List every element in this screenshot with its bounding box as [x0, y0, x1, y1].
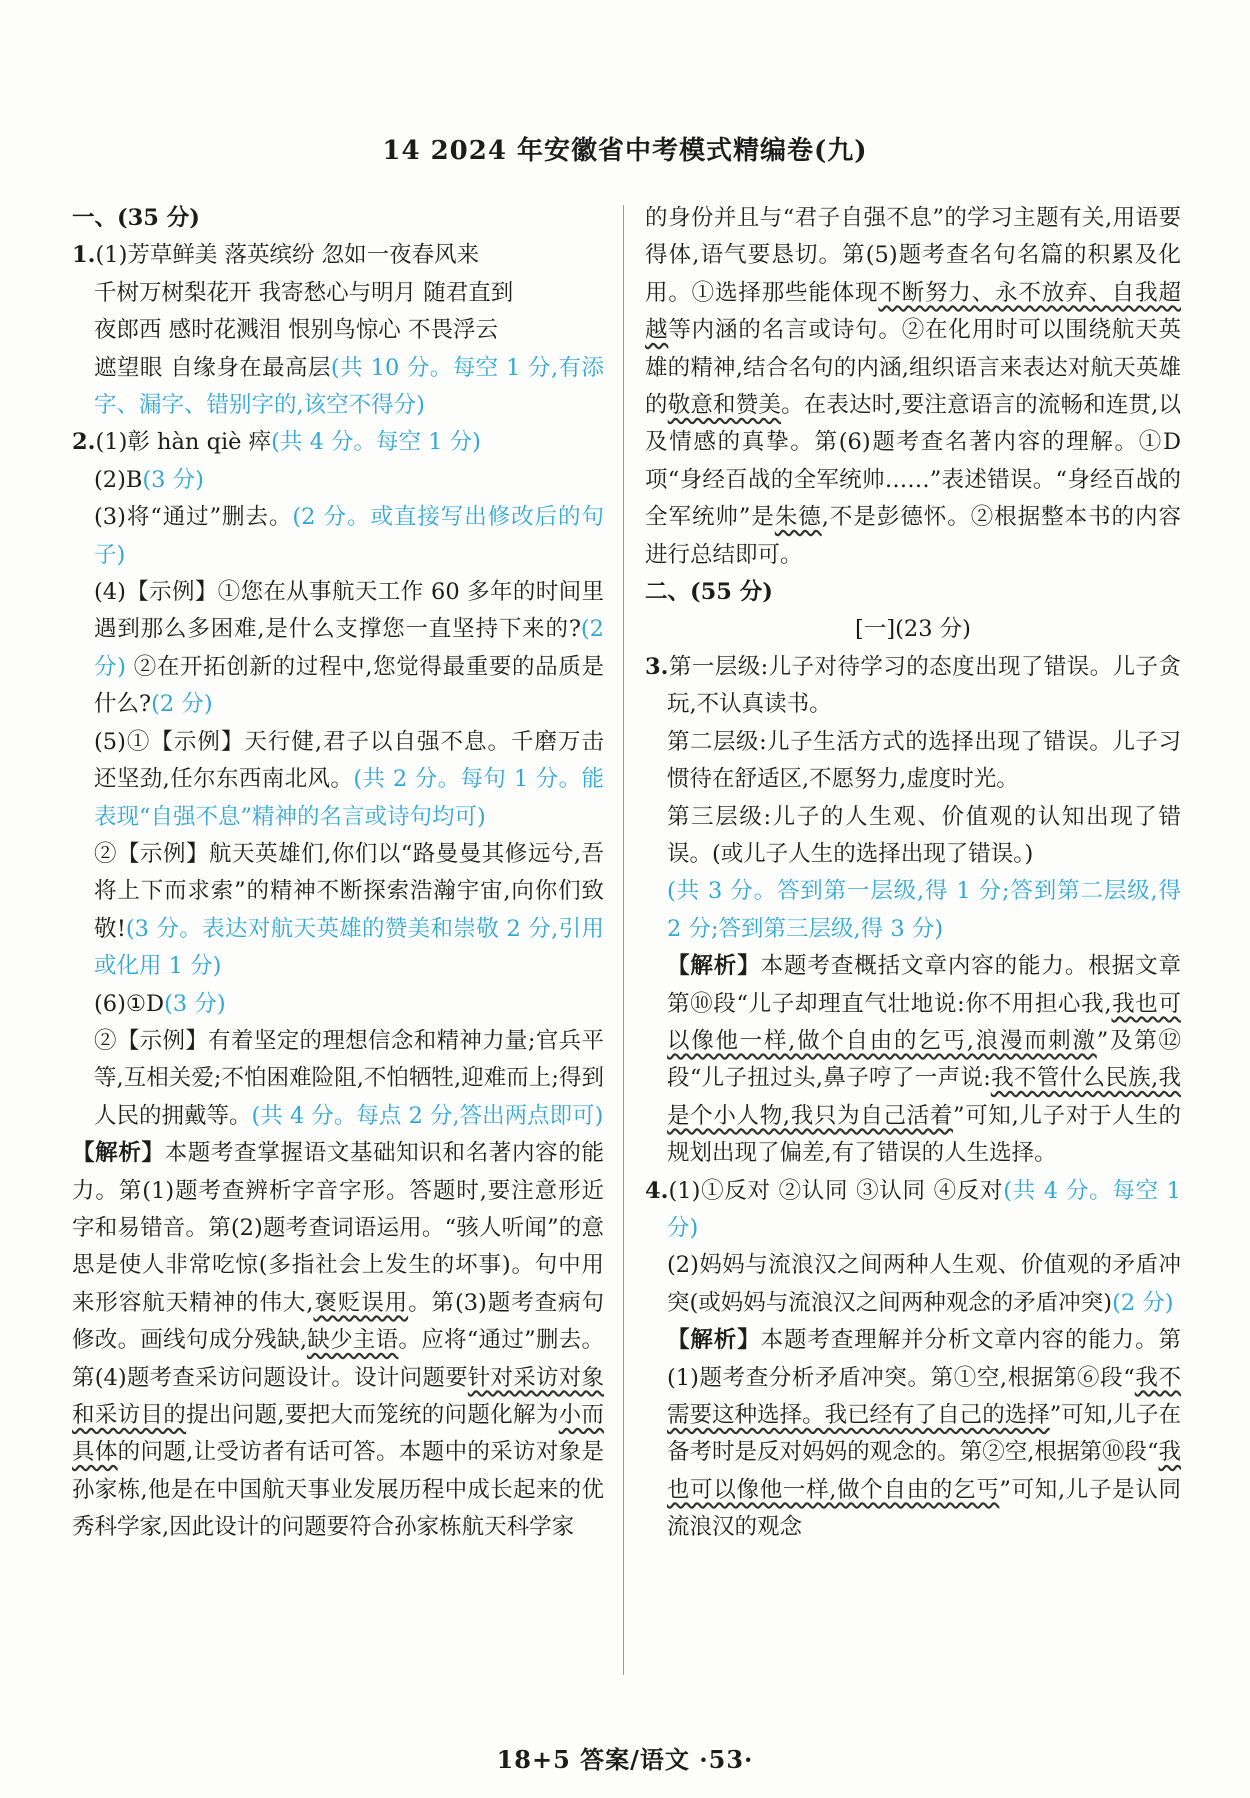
- question-2-part-3: [72, 499, 604, 574]
- analysis-text: 。应将“通过”删去。第(4)题考查采访问题设计。设计问题要: [72, 1327, 604, 1391]
- answer-text: (2)B: [94, 466, 143, 493]
- scoring-note: (共 4 分。每点 2 分,答出两点即可): [251, 1102, 604, 1129]
- question-2-part-6b: [72, 1023, 604, 1135]
- answer-text: 遮望眼 自缘身在最高层: [94, 354, 331, 381]
- analysis-label: 【解析】: [667, 953, 761, 980]
- analysis-text: ”可知,儿子在备考时是反对妈妈的观念的。第②空,根据第⑩段“: [667, 1402, 1181, 1466]
- analysis-text: ”及第⑫段“儿子扭过头,鼻子哼了一声说:: [667, 1027, 1181, 1092]
- section-heading-2: 二、(55 分): [645, 579, 773, 606]
- question-4-part-2: [645, 1247, 1181, 1322]
- underlined-text: 朱德: [774, 504, 822, 531]
- underlined-text: 褒贬误用: [313, 1289, 409, 1316]
- underlined-text: 小而具体: [72, 1402, 604, 1466]
- question-2-part-4: [72, 574, 604, 724]
- answer-line: 第二层级:儿子生活方式的选择出现了错误。儿子习惯待在舒适区,不愿努力,虚度时光。: [667, 728, 1181, 793]
- analysis-text: ”可知,儿子对于人生的规划出现了偏差,有了错误的人生选择。: [667, 1102, 1182, 1167]
- question-3: [645, 649, 1181, 724]
- underlined-text: 针对采访对象和采访目的: [72, 1364, 604, 1428]
- answer-text: (2)妈妈与流浪汉之间两种人生观、价值观的矛盾冲突(或妈妈与流浪汉之间两种观念的矛盾冲突): [667, 1252, 1181, 1316]
- answer-text: (6)①D: [94, 990, 165, 1017]
- answer-text: (1)①反对 ②认同 ③认同 ④反对: [668, 1177, 1004, 1204]
- scoring-note: (共 4 分。每空 1 分): [667, 1177, 1181, 1241]
- scoring-note: (2 分): [151, 691, 213, 718]
- answer-line: 夜郎西 感时花溅泪 恨别鸟惊心 不畏浮云: [94, 317, 498, 344]
- question-2-part-5a: [72, 724, 604, 836]
- scoring-note: (3 分): [142, 466, 204, 493]
- underlined-text: 我不需要这种选择。我已经有了自己的选择: [667, 1364, 1181, 1428]
- answer-text: ②【示例】有着坚定的理想信念和精神力量;官兵平等,互相关爱;不怕困难险阻,不怕牺牲,迎难而上;得到人民的拥戴等。: [94, 1027, 604, 1129]
- scoring-note: (3 分): [164, 990, 226, 1017]
- answer-text: (5)①【示例】天行健,君子以自强不息。千磨万击还坚劲,任尔东西南北风。: [94, 728, 604, 793]
- analysis-paragraph: [645, 948, 1181, 1172]
- answer-text: (4)【示例】①您在从事航天工作 60 多年的时间里遇到那么多困难,是什么支撑您一直坚持下来的?: [94, 579, 604, 643]
- analysis-paragraph: [645, 1322, 1181, 1546]
- analysis-text: 的问题,让受访者有话可答。本题中的采访对象是孙家栋,他是在中国航天事业发展历程中成长起来的优秀科学家,因此设计的问题要符合孙家栋航天科学家: [72, 1439, 604, 1541]
- answer-line: 第三层级:儿子的人生观、价值观的认知出现了错误。(或儿子人生的选择出现了错误。): [667, 803, 1181, 867]
- scoring-note: (共 10 分。每空 1 分,有添字、漏字、错别字的,该空不得分): [94, 354, 604, 419]
- analysis-text: 本题考查掌握语文基础知识和名著内容的能力。第(1)题考查辨析字音字形。答题时,要注意形近字和易错音。第(2)题考查词语运用。“骇人听闻”的意思是使人非常吃惊(多指社会上发生的坏事)。句中用来形容航天精神的伟大,: [72, 1140, 604, 1316]
- analysis-paragraph: [72, 1135, 604, 1546]
- scoring-note: (2 分。或直接写出修改后的句子): [94, 504, 604, 568]
- underlined-text: 我也可以像他一样,做个自由的乞丐: [667, 1439, 1181, 1503]
- analysis-text: ”可知,儿子是认同流浪汉的观念: [667, 1476, 1182, 1541]
- column-divider: [623, 205, 624, 1675]
- answer-text: (1)彰 hàn qiè 瘁: [95, 429, 272, 456]
- page-title: 14 2024 年安徽省中考模式精编卷(九): [382, 136, 868, 166]
- question-number: 2.: [72, 429, 96, 456]
- analysis-text: 本题考查理解并分析文章内容的能力。第(1)题考查分析矛盾冲突。第①空,根据第⑥段“: [667, 1327, 1181, 1391]
- question-2-part-6a: [72, 986, 604, 1023]
- analysis-text: ,不是彭德怀。②根据整本书的内容进行总结即可。: [645, 504, 1181, 568]
- scoring-note: (共 4 分。每空 1 分): [271, 429, 481, 456]
- answer-text: ②在开拓创新的过程中,您觉得最重要的品质是什么?: [94, 653, 604, 718]
- analysis-continuation: [645, 200, 1181, 574]
- answer-text: 第一层级:儿子对待学习的态度出现了错误。儿子贪玩,不认真读书。: [667, 653, 1181, 718]
- question-number: 1.: [72, 242, 96, 269]
- scoring-note: (3 分。表达对航天英雄的赞美和崇敬 2 分,引用或化用 1 分): [94, 915, 604, 980]
- question-number: 4.: [645, 1177, 669, 1204]
- page-footer: 18+5 答案/语文 ·53·: [496, 1745, 754, 1774]
- question-1: [72, 237, 604, 274]
- answer-text: (1)芳草鲜美 落英缤纷 忽如一夜春风来: [95, 242, 480, 269]
- analysis-text: 等内涵的名言或诗句。②在化用时可以围绕航天英雄的精神,结合名句的内涵,组织语言来表达对航天英雄的: [645, 317, 1181, 419]
- left-column: [72, 200, 604, 1547]
- scoring-note: (2 分): [94, 616, 604, 680]
- scoring-note: (共 3 分。答到第一层级,得 1 分;答到第二层级,得 2 分;答到第三层级,得 3 分): [667, 878, 1181, 942]
- subsection-heading: [一](23 分): [855, 616, 971, 643]
- underlined-text: 敬意和赞美: [667, 392, 782, 419]
- underlined-text: 我也可以像他一样,做个自由的乞丐,浪漫而刺激: [667, 990, 1181, 1054]
- question-4: [645, 1173, 1181, 1248]
- question-2-part-5b: [72, 836, 604, 986]
- analysis-label: 【解析】: [72, 1140, 165, 1167]
- question-2-part-2: [72, 462, 604, 499]
- question-number: 3.: [645, 653, 669, 680]
- right-column: [645, 200, 1181, 1547]
- analysis-text: 。第(3)题考查病句修改。画线句成分残缺,: [72, 1289, 604, 1354]
- answer-text: (3)将“通过”删去。: [94, 504, 293, 531]
- analysis-text: 本题考查概括文章内容的能力。根据文章第⑩段“儿子却理直气壮地说:你不用担心我,: [667, 953, 1181, 1017]
- scoring-note: (2 分): [1112, 1289, 1174, 1316]
- underlined-text: 我不管什么民族,我是个小人物,我只为自己活着: [667, 1065, 1181, 1129]
- answer-line: 千树万树梨花开 我寄愁心与明月 随君直到: [94, 279, 514, 306]
- answer-line: [72, 350, 604, 425]
- underlined-text: 缺少主语: [307, 1327, 399, 1354]
- analysis-text: 提出问题,要把大而笼统的问题化解为: [186, 1402, 559, 1428]
- scoring-note: (共 2 分。每句 1 分。能表现“自强不息”精神的名言或诗句均可): [94, 766, 604, 830]
- analysis-text: 。在表达时,要注意语言的流畅和连贯,以及情感的真挚。第(6)题考查名著内容的理解。①D 项“身经百战的全军统帅……”表述错误。“身经百战的全军统帅”是: [645, 392, 1181, 531]
- underlined-text: 不断努力、永不放弃、自我超越: [645, 279, 1181, 344]
- answer-text: ②【示例】航天英雄们,你们以“路曼曼其修远兮,吾将上下而求索”的精神不断探索浩瀚宇宙,向你们致敬!: [94, 840, 604, 942]
- analysis-label: 【解析】: [667, 1327, 761, 1354]
- question-2-part-1: [72, 424, 604, 461]
- section-heading-1: 一、(35 分): [72, 205, 200, 231]
- analysis-text: 的身份并且与“君子自强不息”的学习主题有关,用语要得体,语气要恳切。第(5)题考查名句名篇的积累及化用。①选择那些能体现: [645, 205, 1181, 306]
